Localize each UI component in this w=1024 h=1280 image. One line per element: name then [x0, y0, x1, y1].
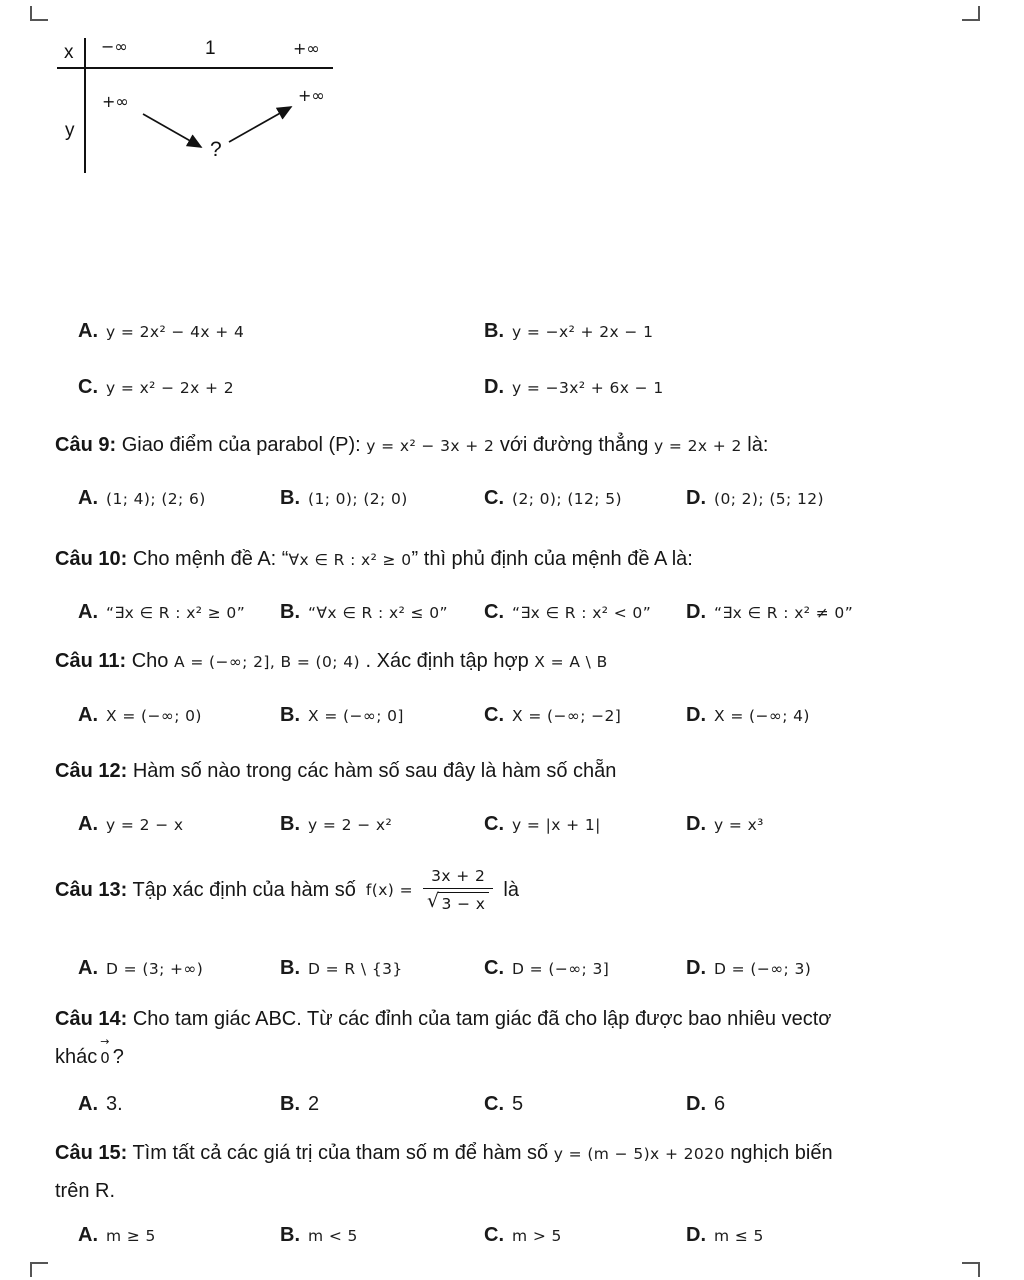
question-10-options [78, 601, 996, 624]
question-14-option-b [280, 1093, 484, 1116]
fraction-numerator: 3x + 2 [431, 867, 486, 885]
option-letter: D. [686, 957, 706, 979]
question-8-option-c [78, 376, 484, 399]
option-letter: C. [484, 704, 504, 726]
option-letter: D. [686, 813, 706, 835]
question-label: Câu 12: [55, 760, 128, 782]
option-text: y = x² − 2x + 2 [106, 379, 234, 397]
question-10-heading [55, 540, 988, 578]
increasing-arrow [229, 107, 291, 142]
option-text: (0; 2); (5; 12) [714, 490, 824, 508]
crop-mark-top-right [962, 6, 980, 21]
question-12-heading [55, 752, 988, 790]
question-text: với đường thẳng [499, 434, 649, 456]
question-text: Cho mệnh đề A: “ [132, 548, 289, 570]
question-label: Câu 15: [55, 1142, 128, 1164]
question-9-option-d [686, 487, 996, 510]
x-value-pos-infinity: +∞ [293, 39, 320, 58]
question-12-options [78, 813, 996, 836]
option-letter: C. [484, 957, 504, 979]
question-text: ? [112, 1046, 124, 1068]
question-text: trên R. [55, 1180, 116, 1202]
option-text: y = |x + 1| [512, 816, 601, 834]
option-letter: C. [484, 813, 504, 835]
question-11-option-a [78, 704, 280, 727]
question-12-option-d [686, 813, 996, 836]
option-text: “∃x ∈ R : x² ≥ 0” [106, 604, 246, 622]
option-text: X = (−∞; 0) [106, 707, 202, 725]
question-13-options [78, 957, 996, 980]
option-text: X = (−∞; 0] [308, 707, 404, 725]
option-text: X = (−∞; 4) [714, 707, 810, 725]
y-limit-left: +∞ [102, 92, 129, 111]
option-letter: A. [78, 601, 98, 623]
option-text: (1; 0); (2; 0) [308, 490, 408, 508]
question-9-option-b [280, 487, 484, 510]
fraction [423, 866, 493, 914]
y-limit-right: +∞ [298, 86, 325, 105]
x-axis-label: x [64, 42, 74, 63]
crop-mark-bottom-left [30, 1262, 48, 1277]
option-text: 6 [714, 1093, 726, 1115]
question-9-options [78, 487, 996, 510]
crop-mark-top-left [30, 6, 48, 21]
question-15-heading [55, 1134, 988, 1210]
question-15-option-a [78, 1224, 280, 1247]
option-letter: B. [280, 1224, 300, 1246]
question-10-option-b [280, 601, 484, 624]
question-text: là [503, 879, 519, 902]
option-text: 5 [512, 1093, 524, 1115]
option-letter: B. [280, 957, 300, 979]
option-letter: B. [484, 320, 504, 342]
crop-mark-bottom-right [962, 1262, 980, 1277]
option-text: y = −3x² + 6x − 1 [512, 379, 664, 397]
vector-symbol: 0 [100, 1049, 110, 1067]
math-expression: y = 2x + 2 [653, 437, 742, 455]
question-11-heading [55, 642, 988, 680]
option-letter: A. [78, 813, 98, 835]
question-8-option-d [484, 376, 996, 399]
question-text: Giao điểm của parabol (P): [121, 434, 361, 456]
question-9-heading [55, 426, 988, 464]
option-letter: D. [686, 704, 706, 726]
question-text: khác [55, 1046, 98, 1068]
option-letter: B. [280, 1093, 300, 1115]
option-letter: C. [78, 376, 98, 398]
math-expression: y = (m − 5)x + 2020 [553, 1145, 725, 1163]
option-text: m < 5 [308, 1227, 358, 1245]
question-8-options-row-1 [78, 320, 996, 343]
math-expression: y = x² − 3x + 2 [366, 437, 495, 455]
option-text: 3. [106, 1093, 123, 1115]
variation-arrows [55, 28, 400, 206]
option-text: “∃x ∈ R : x² ≠ 0” [714, 604, 854, 622]
option-text: m ≥ 5 [106, 1227, 156, 1245]
question-11-option-b [280, 704, 484, 727]
variation-table [55, 28, 400, 206]
radicand: 3 − x [438, 892, 489, 914]
option-text: y = −x² + 2x − 1 [512, 323, 654, 341]
option-letter: A. [78, 704, 98, 726]
question-text: . Xác định tập hợp [365, 650, 529, 672]
fraction-denominator [423, 888, 493, 914]
question-label: Câu 10: [55, 548, 128, 570]
y-minimum-question-mark: ? [210, 138, 222, 161]
option-text: m ≤ 5 [714, 1227, 764, 1245]
option-letter: C. [484, 1093, 504, 1115]
zero-vector [100, 1035, 110, 1073]
option-text: y = 2x² − 4x + 4 [106, 323, 245, 341]
question-12-option-c [484, 813, 686, 836]
question-text: Hàm số nào trong các hàm số sau đây là hàm số chẵn [132, 760, 617, 782]
question-11-options [78, 704, 996, 727]
question-15-options [78, 1224, 996, 1247]
option-letter: B. [280, 601, 300, 623]
option-text: y = 2 − x [106, 816, 184, 834]
question-14-option-a [78, 1093, 280, 1116]
question-text: Tìm tất cả các giá trị của tham số m để hàm số [132, 1142, 549, 1164]
option-text: m > 5 [512, 1227, 562, 1245]
vector-arrow: → [100, 1035, 110, 1048]
question-12-option-a [78, 813, 280, 836]
option-text: D = (3; +∞) [106, 960, 204, 978]
option-letter: D. [686, 1093, 706, 1115]
option-letter: B. [280, 813, 300, 835]
question-13-option-b [280, 957, 484, 980]
question-text: Cho tam giác ABC. Từ các đỉnh của tam giác đã cho lập được bao nhiêu vectơ [132, 1008, 832, 1030]
question-15-option-c [484, 1224, 686, 1247]
option-text: D = (−∞; 3) [714, 960, 812, 978]
question-8-options-row-2 [78, 376, 996, 399]
math-expression: A = (−∞; 2], B = (0; 4) [173, 653, 360, 671]
option-letter: A. [78, 487, 98, 509]
option-text: 2 [308, 1093, 320, 1115]
question-label: Câu 13: [55, 879, 128, 902]
question-11-option-d [686, 704, 996, 727]
question-8-option-b [484, 320, 996, 343]
option-text: y = 2 − x² [308, 816, 393, 834]
question-11-option-c [484, 704, 686, 727]
question-15-option-d [686, 1224, 996, 1247]
y-axis-label: y [65, 120, 75, 141]
question-14-heading [55, 1000, 988, 1076]
function-notation: f(x) = [365, 881, 413, 900]
option-letter: D. [484, 376, 504, 398]
option-letter: C. [484, 601, 504, 623]
option-letter: D. [686, 601, 706, 623]
question-label: Câu 11: [55, 650, 127, 672]
question-text: nghịch biến [730, 1142, 833, 1164]
option-letter: B. [280, 487, 300, 509]
question-14-option-d [686, 1093, 996, 1116]
question-text: Tập xác định của hàm số [132, 879, 356, 902]
question-13-option-a [78, 957, 280, 980]
option-letter: D. [686, 1224, 706, 1246]
math-expression: X = A \ B [534, 653, 608, 671]
x-value-one: 1 [205, 38, 216, 59]
question-14-options [78, 1093, 996, 1116]
option-text: (1; 4); (2; 6) [106, 490, 206, 508]
question-text: là: [747, 434, 769, 456]
question-9-option-a [78, 487, 280, 510]
option-letter: C. [484, 487, 504, 509]
question-13-option-c [484, 957, 686, 980]
question-14-option-c [484, 1093, 686, 1116]
option-text: (2; 0); (12; 5) [512, 490, 622, 508]
option-text: “∀x ∈ R : x² ≤ 0” [308, 604, 448, 622]
option-text: “∃x ∈ R : x² < 0” [512, 604, 652, 622]
option-text: X = (−∞; −2] [512, 707, 622, 725]
option-letter: B. [280, 704, 300, 726]
option-text: y = x³ [714, 816, 764, 834]
decreasing-arrow [143, 114, 201, 147]
option-letter: A. [78, 1093, 98, 1115]
question-label: Câu 14: [55, 1008, 128, 1030]
question-15-option-b [280, 1224, 484, 1247]
option-letter: D. [686, 487, 706, 509]
question-9-option-c [484, 487, 686, 510]
question-13-option-d [686, 957, 996, 980]
question-text: Cho [131, 650, 169, 672]
question-8-option-a [78, 320, 484, 343]
question-label: Câu 9: [55, 434, 117, 456]
x-value-neg-infinity: −∞ [101, 37, 128, 56]
option-letter: A. [78, 957, 98, 979]
question-10-option-c [484, 601, 686, 624]
question-13-heading [55, 866, 988, 914]
option-letter: A. [78, 1224, 98, 1246]
option-text: D = (−∞; 3] [512, 960, 610, 978]
question-12-option-b [280, 813, 484, 836]
question-text: ” thì phủ định của mệnh đề A là: [411, 548, 693, 570]
question-10-option-d [686, 601, 996, 624]
option-letter: A. [78, 320, 98, 342]
option-text: D = R \ {3} [308, 960, 403, 978]
sqrt-symbol: √ [426, 890, 440, 913]
math-expression: ∀x ∈ R : x² ≥ 0 [288, 551, 412, 569]
option-letter: C. [484, 1224, 504, 1246]
question-10-option-a [78, 601, 280, 624]
